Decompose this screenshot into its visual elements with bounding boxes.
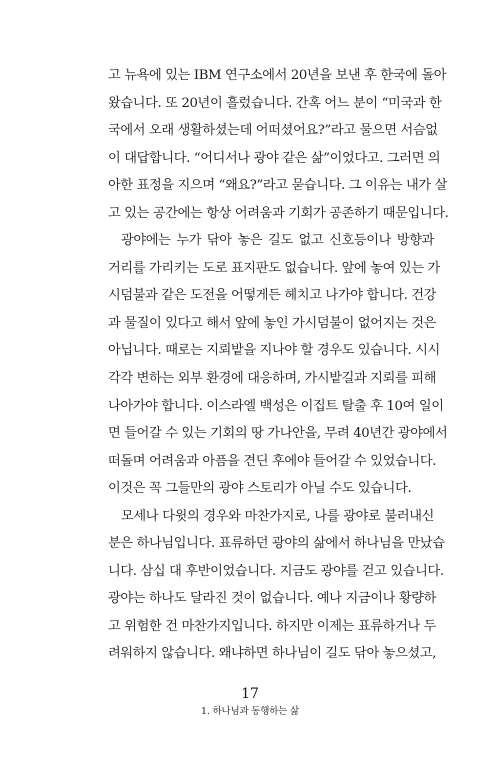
text-line: 광야는 하나도 달라진 것이 없습니다. 예나 지금이나 황량하 bbox=[108, 591, 437, 607]
paragraph-2 bbox=[108, 227, 448, 502]
text-line: 고 위험한 건 마찬가지입니다. 하지만 이제는 표류하거나 두 bbox=[108, 618, 437, 634]
text-line: 과 물질이 있다고 해서 앞에 놓인 가시덤불이 없어지는 것은 bbox=[108, 315, 437, 331]
page-number: 17 bbox=[241, 686, 259, 702]
text-line: 아한 표정을 지으며 “왜요?”라고 묻습니다. 그 이유는 내가 살 bbox=[108, 178, 448, 194]
text-line: 이 대답합니다. “어디서나 광야 같은 삶”이었다고. 그러면 의 bbox=[108, 150, 441, 166]
body-text bbox=[108, 62, 449, 668]
text-line: 고 있는 공간에는 항상 어려움과 기회가 공존하기 때문입니다. bbox=[108, 205, 449, 221]
text-line: 니다. 삼십 대 후반이었습니다. 지금도 광야를 걷고 있습니다. bbox=[108, 563, 444, 579]
paragraph-1 bbox=[108, 62, 449, 227]
text-line: 각각 변하는 외부 환경에 대응하며, 가시밭길과 지뢰를 피해 bbox=[108, 371, 437, 387]
text-line: 모세나 다윗의 경우와 마찬가지로, 나를 광야로 불러내신 bbox=[121, 508, 434, 524]
text-line: 아닙니다. 때로는 지뢰밭을 지나야 할 경우도 있습니다. 시시 bbox=[108, 343, 440, 359]
text-line: 분은 하나님입니다. 표류하던 광야의 삶에서 하나님을 만났습 bbox=[108, 536, 445, 552]
text-line: 거리를 가리키는 도로 표지판도 없습니다. 앞에 놓여 있는 가 bbox=[108, 260, 440, 276]
text-line: 이것은 꼭 그들만의 광야 스토리가 아닐 수도 있습니다. bbox=[108, 481, 412, 497]
text-line: 나아가야 합니다. 이스라엘 백성은 이집트 탈출 후 10여 일이 bbox=[108, 398, 444, 414]
text-line: 국에서 오래 생활하셨는데 어떠셨어요?”라고 물으면 서슴없 bbox=[108, 123, 438, 139]
text-line: 고 뉴욕에 있는 IBM 연구소에서 20년을 보낸 후 한국에 돌아 bbox=[108, 68, 447, 83]
text-line: 시덤불과 같은 도전을 어떻게든 헤치고 나가야 합니다. 건강 bbox=[108, 288, 437, 304]
text-line: 광야에는 누가 닦아 놓은 길도 없고 신호등이나 방향과 bbox=[121, 233, 434, 249]
chapter-title-footer: 1. 하나님과 동행하는 삶 bbox=[201, 706, 299, 717]
text-line: 려워하지 않습니다. 왜냐하면 하나님이 길도 닦아 놓으셨고, bbox=[108, 646, 437, 662]
paragraph-3 bbox=[108, 503, 445, 668]
text-line: 왔습니다. 또 20년이 흘렀습니다. 간혹 어느 분이 “미국과 한 bbox=[108, 95, 442, 111]
text-line: 떠돌며 어려움과 아픔을 견딘 후에야 들어갈 수 있었습니다. bbox=[108, 453, 437, 469]
text-line: 면 들어갈 수 있는 기회의 땅 가나안을, 무려 40년간 광야에서 bbox=[108, 426, 448, 442]
